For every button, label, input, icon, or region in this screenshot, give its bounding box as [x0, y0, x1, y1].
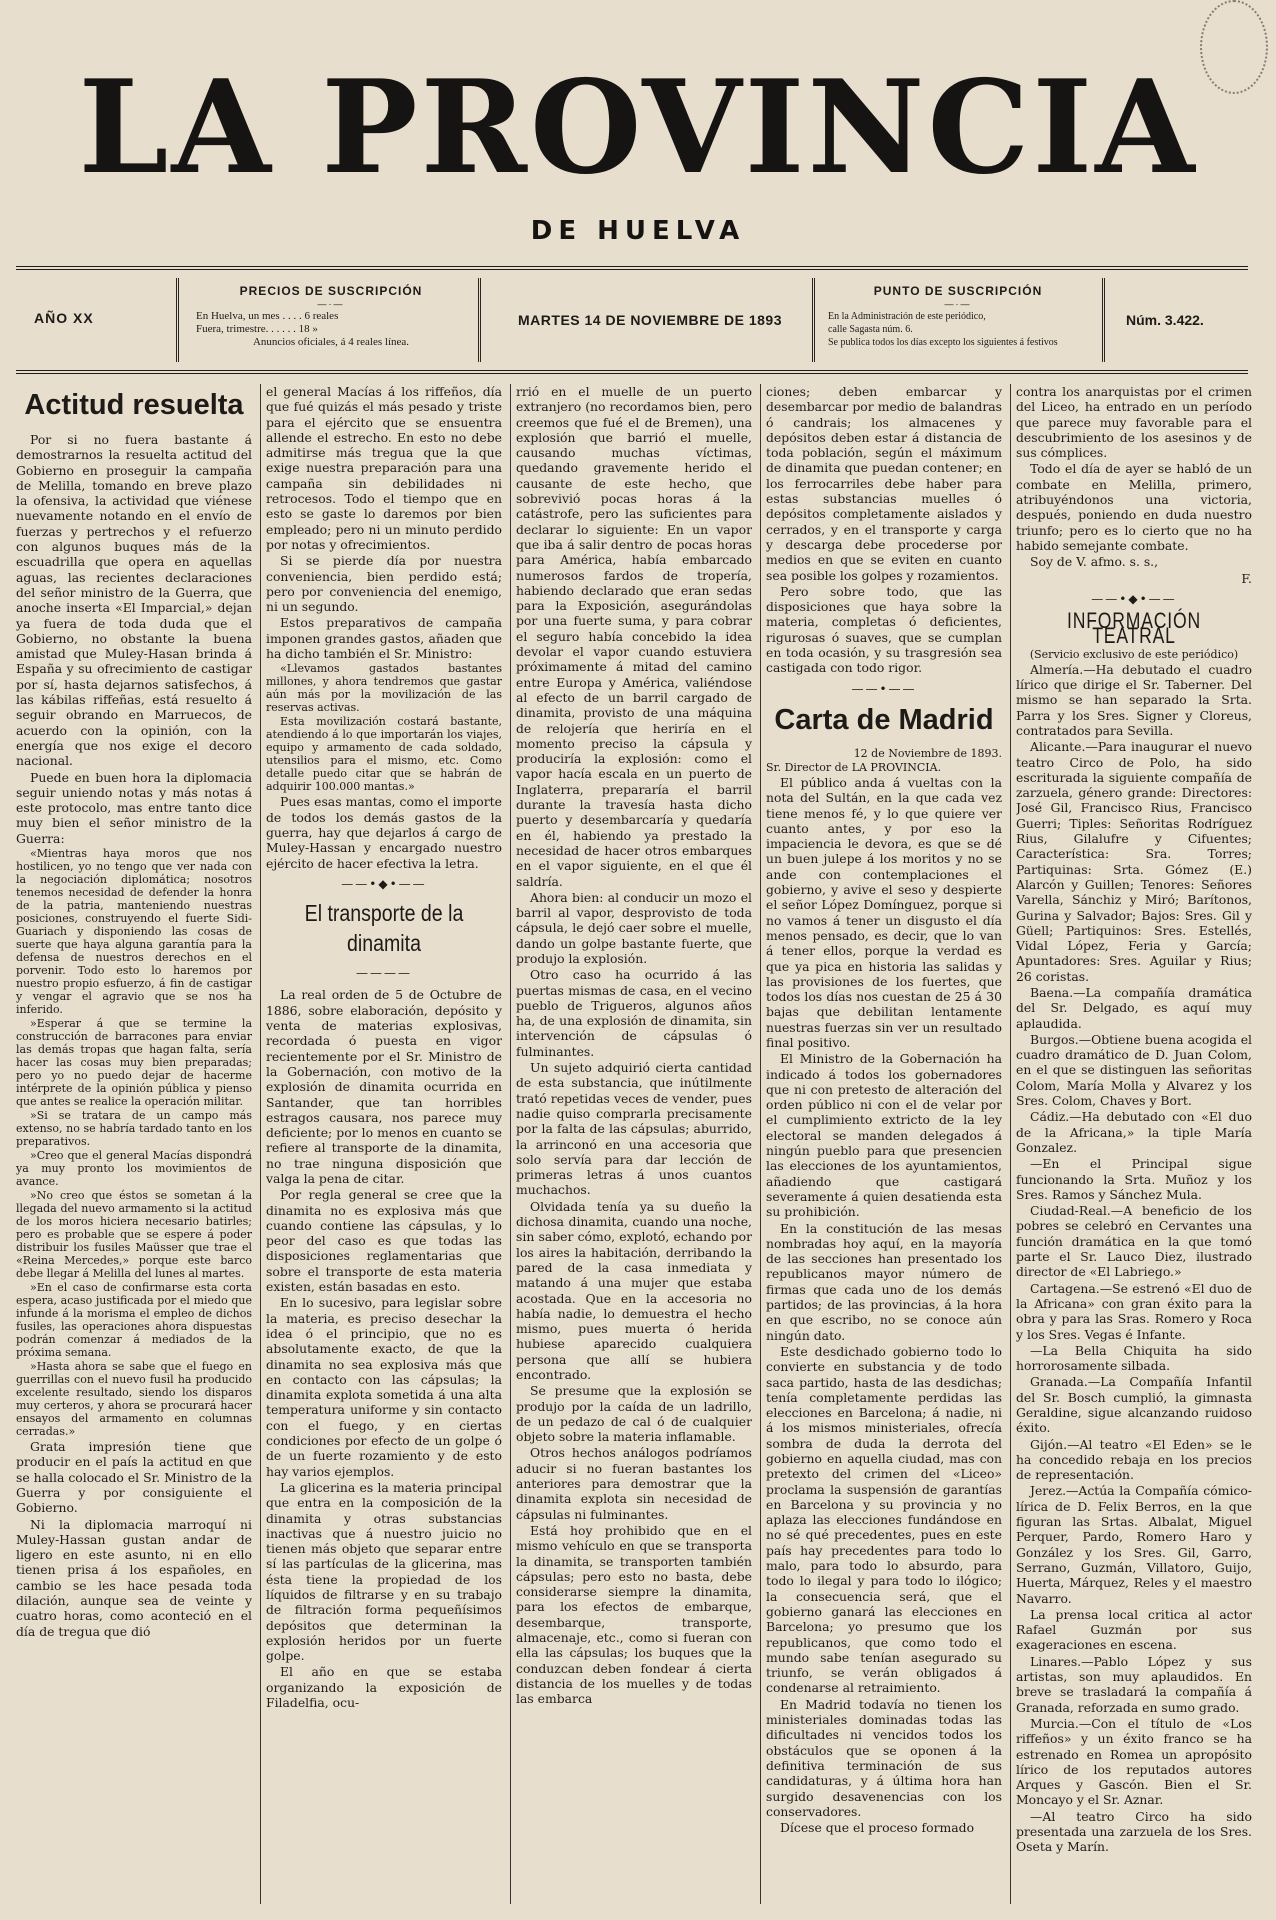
punto-line: En la Administración de este periódico,	[828, 311, 986, 322]
paragraph: Olvidada tenía ya su dueño la dichosa dinamita, cuando una noche, sin saber cómo, explotó, echando por los aires la habitación, derribando la pared de la casa inmediata y matando á una mujer que estaba acostada. Que en la accesoria no había nadie, lo demuestra el hecho mismo, pues muerta ó herida hubiese aparecido cualquiera persona que allí se hubiera encontrado.	[516, 1198, 752, 1382]
paragraph: »Si se tratara de un campo más extenso, no se habría tardado tanto en los preparativos.	[16, 1109, 252, 1149]
paragraph: Esta movilización costará bastante, atendiendo á lo que importarán los viajes, equipo y armamento de cada soldado, utensilios para el mismo, etc. Como detalle puedo citar que se habrán de adquirir 100.000 mantas.»	[266, 715, 502, 794]
paragraph: Linares.—Pablo López y sus artistas, son muy aplaudidos. En breve se trasladará la compañía á Granada, reforzada en sumo grado.	[1016, 1653, 1252, 1715]
info-divider	[1102, 278, 1105, 362]
paragraph: Grata impresión tiene que producir en el país la actitud en que se halla colocado el Sr. Ministro de la Guerra y por consiguiente el Gobierno.	[16, 1439, 252, 1516]
paragraph: La real orden de 5 de Octubre de 1886, sobre elaboración, depósito y venta de materias explosivas, recordada ó puesta en vigor recientemente por el Sr. Ministro de la Gobernación, con motivo de la explosión de dinamita ocurrida en Santander, que tan horribles estragos causara, nos parece muy deficiente; por lo menos en cuanto se refiere al transporte de la dinamita, no trae ninguna disposición que valga la pena de citar.	[266, 987, 502, 1186]
article-heading: INFORMACIÓN TEATRAL	[1067, 608, 1201, 649]
punto-line: Se publica todos los días excepto los siguientes á festivos	[828, 337, 1058, 348]
prices-title: PRECIOS DE SUSCRIPCIÓN	[239, 284, 423, 298]
paragraph: La prensa local critica al actor Rafael Guzmán por sus exageraciones en escena.	[1016, 1606, 1252, 1653]
paragraph: Baena.—La compañía dramática del Sr. Delgado, es aquí muy aplaudida.	[1016, 984, 1252, 1031]
info-divider	[176, 278, 179, 362]
paragraph: Puede en buen hora la diplomacia seguir uniendo notas y más notas á este protocolo, mas entre tanto dice muy bien el señor ministro de la Guerra:	[16, 769, 252, 846]
paragraph: »En el caso de confirmarse esta corta espera, acaso justificada por el miedo que infunde á la morisma el empleo de dichos fusiles, las operaciones ahora dispuestas podrán comenzar á mediados de la próxima semana.	[16, 1281, 252, 1360]
paragraph: contra los anarquistas por el crimen del Liceo, ha entrado en un período que parece muy favorable para el descubrimiento de los asesinos y de sus cómplices.	[1016, 384, 1252, 461]
paragraph: —En el Principal sigue funcionando la Srta. Muñoz y los Sres. Ramos y Sánchez Mula.	[1016, 1156, 1252, 1202]
newspaper-subtitle: DE HUELVA	[530, 216, 746, 246]
paragraph: Cádiz.—Ha debutado con «El duo de la Africana,» la tiple María Gonzalez.	[1016, 1109, 1252, 1155]
paragraph: Granada.—La Compañía Infantil del Sr. Bosch cumplió, la gimnasta Geraldine, sigue alcanzando ruidoso éxito.	[1016, 1374, 1252, 1436]
info-bar	[16, 266, 1248, 374]
article-heading: Carta de Madrid	[774, 703, 994, 736]
paragraph: Estos preparativos de campaña imponen grandes gastos, añaden que ha dicho también el Sr. Ministro:	[266, 615, 502, 662]
paragraph: Se presume que la explosión se produjo por la caída de un ladrillo, de un pedazo de cal ó de cualquier objeto sobre la materia inflamable.	[516, 1383, 752, 1445]
paragraph: En la constitución de las mesas nombradas hoy aquí, en la mayoría de las secciones han presentado los republicanos mayor número de firmas que cada uno de los demás partidos; de las provincias, á la hora en que escribo, no se conoce aún ningún dato.	[766, 1220, 1002, 1343]
column-rule	[1010, 384, 1011, 1904]
paragraph: Almería.—Ha debutado el cuadro lírico que dirige el Sr. Taberner. Del mismo se han separado la Srta. Parra y los Sres. Signer y Cloreus, contratados para Sevilla.	[1016, 661, 1252, 738]
ornament-divider: ————	[356, 966, 412, 981]
paragraph: El Ministro de la Gobernación ha indicado á todos los gobernadores que ni con pretesto de alteración del orden público ni con el de velar por el cumplimiento extricto de la ley electoral se manden delegados á ningún pueblo para que presencien las elecciones de los ayuntamientos, añadiendo que castigará severamente á quien desatienda esta su prohibición.	[766, 1051, 1002, 1220]
prices-line: En Huelva, un mes . . . . 6 reales	[196, 310, 339, 322]
subscription-point	[828, 278, 1088, 362]
paragraph: Si se pierde día por nuestra conveniencia, bien perdido está; pero por conveniencia del enemigo, ni un segundo.	[266, 553, 502, 615]
dateline: 12 de Noviembre de 1893.	[853, 746, 1002, 760]
paragraph: Pues esas mantas, como el importe de todos los demás gastos de la guerra, hay que dejarlos á cargo de Muley-Hassan y encargado nuestro ejército de hacer efectiva la letra.	[266, 794, 502, 871]
paragraph: Otros hechos análogos podríamos aducir si no fueran bastantes los anteriores para demostrar que la dinamita explota sin necesidad de cápsulas ni fulminantes.	[516, 1445, 752, 1522]
article-heading: El transporte de la dinamita	[304, 900, 464, 957]
salutation: Sr. Director de LA PROVINCIA.	[766, 760, 942, 774]
ornament-divider: ——•◆•——	[1091, 591, 1177, 606]
paragraph: Por si no fuera bastante á demostrarnos la resuelta actitud del Gobierno en proseguir la campaña de Melilla, tomando en breve plazo la ofensiva, la actividad que viénese nuevamente notando en el envío de fuerzas y pertrechos y el refuerzo con algunos buques más de la escuadrilla que opera en aquellas aguas, las recientes declaraciones del señor ministro de la Guerra, que anoche inserta «El Imparcial,» dejan ya fuera de toda duda que el Gobierno, no obstante la buena amistad que Muley-Hasan brinda á España y su ofrecimiento de castigar por sí, hasta dejarnos satisfechos, á las kábilas riffeñas, está resuelto á seguir obrando en Marruecos, de acuerdo con la opinión, con la energía que nos exige el decoro nacional.	[16, 432, 252, 769]
paragraph: Burgos.—Obtiene buena acogida el cuadro dramático de D. Juan Colom, en el que se distinguen las señoritas Colom, María Molla y Alvarez y los Sres. Colom, Chaves y Bort.	[1016, 1031, 1252, 1109]
paragraph: Alicante.—Para inaugurar el nuevo teatro Circo de Polo, ha sido escriturada la siguiente compañía de zarzuela, género grande: Directores: José Gil, Francisco Rius, Francisco Guerri; Tiples: Señoritas Rodríguez Rius, Gilalufre y Cifuentes; Característica: Sra. Torres; Partiquinas: Srta. Gómez (E.) Alarcón y Guillen; Tenores: Señores Varella, Sánchiz y Miró; Barítonos, Gurina y Salvador; Bajos: Sres. Gil y Güell; Partiquinos: Sres. Estellés, Vidal López, Feria y García; Apuntadores: Sres. Aguilar y Rius; 26 coristas.	[1016, 739, 1252, 984]
signature: F.	[1241, 570, 1252, 586]
paragraph: Soy de V. afmo. s. s.,	[1030, 554, 1159, 570]
paragraph: La glicerina es la materia principal que entra en la composición de la dinamita y otras substancias inactivas que á nuestro juicio no tienen más objeto que separar entre sí las partículas de la glicerina, mas ésta tiene la propiedad de los líquidos de filtrarse y en su trabajo de filtración forma pequeñísimos depósitos que determinan la explosión heridos por un fuerte golpe.	[266, 1479, 502, 1664]
paragraph: »Esperar á que se termine la construcción de barracones para enviar las demás tropas que hagan falta, sería hacer las cosas muy bien preparadas; pero yo no puedo dejar de hacerme intérprete de la opinión pública y pienso que antes se realice la operación militar.	[16, 1017, 252, 1109]
subscription-prices	[196, 278, 466, 362]
paragraph: Este desdichado gobierno todo lo convierte en substancia y de todo saca partido, hasta de las desdichas; tenía completamente perdidas las elecciones en Barcelona; á nadie, ni á los mismos ministeriales, ofrecía sombra de duda la derrota del gobierno en aquella ciudad, mas con pretexto del crimen del «Liceo» proclama la suspensión de garantías en Barcelona y su provincia y no aplaza las elecciones fundándose en no sé qué precedentes, pues en este país hay precedentes para todo lo malo, para todo lo absurdo, para todo lo ilegal y para todo lo ilógico; la consecuencia será, que el gobierno ganará las elecciones en Barcelona; yo presumo que los republicanos, que como todo el mundo sabe tenían asegurado su triunfo, se verán obligados á condenarse al retraimiento.	[766, 1343, 1002, 1696]
paragraph: Otro caso ha ocurrido á las puertas mismas de casa, en el vecino pueblo de Trigueros, algunos años ha, de una explosión de dinamita, sin intervención de cápsulas ó fulminantes.	[516, 967, 752, 1059]
issue-year: AÑO XX	[34, 310, 94, 326]
prices-line: Fuera, trimestre. . . . . . 18 »	[196, 323, 318, 335]
issue-number: Núm. 3.422.	[1126, 312, 1204, 328]
paragraph: »No creo que éstos se sometan á la llegada del nuevo armamento si la actitud de los moros hiciera necesario batirles; pero es probable que se espere á poder distribuir los fusiles Maüsser que trae el «Reina Mercedes,» porque este barco debe llegar á Melilla del lunes al martes.	[16, 1189, 252, 1281]
paragraph: Jerez.—Actúa la Compañía cómico-lírica de D. Felix Berros, en la que figuran las Srtas. Albalat, Miguel Perquer, Pardo, Romero Haro y González y los Sres. Gil, Garro, Serrano, Guzmán, Villatoro, Guijo, Huerta, Márquez, Reles y el maestro Navarro.	[1016, 1483, 1252, 1606]
column-3	[516, 384, 752, 1904]
column-5	[1016, 384, 1252, 1904]
paragraph: rrió en el muelle de un puerto extranjero (no recordamos bien, pero creemos que fué el de Bremen), una explosión que barrió el muelle, causando muchas víctimas, quedando gravemente herido el causante de este hecho, que sobrevivió pocas horas á la catástrofe, pero las suficientes para declarar lo siguiente: En un vapor que iba á salir dentro de pocas horas para América, había embarcado numerosos fardos de tropería, habiendo declarado que eran sedas para la Exposición, asegurándolas por una fuerte suma, y para cobrar el seguro había concebido la idea devolar el vapor cuando estuviera próximamente á mitad del camino entre Europa y América, valiéndose al efecto de un barril cargado de dinamita, provisto de una máquina de relojería que heriría en el momento preciso la cápsula y produciría la explosión: como el vapor hacía escala en un puerto de Inglaterra, prepararía el barril durante la travesía hasta dicho puerto y desembarcaría y quedaría en él, habiendo ya prestado la necesidad de hacer otros embarques en el vapor siguiente, en el que él saldría.	[516, 384, 752, 889]
paragraph: Todo el día de ayer se habló de un combate en Melilla, primero, atribuyéndonos una victoria, después, poniendo en duda nuestro triunfo; pero es lo cierto que no ha habido semejante combate.	[1016, 461, 1252, 553]
paragraph: «Llevamos gastados bastantes millones, y ahora tendremos que gastar aún más por la movilización de las reservas activas.	[266, 662, 502, 715]
paragraph: El público anda á vueltas con la nota del Sultán, en la que cada vez tiene menos fé, y lo que quiere ver cuanto antes, y por eso la impaciencia le devora, es que se dé un buen julepe á los moritos y no se ande con contemplaciones el gobierno, y avive el seso y despierte el señor López Domínguez, porque si no vamos á tener un disgusto el día menos pensado, es decir, que lo van á tener ellos, porque la verdad es que ya pica en historia las salidas y las provisiones de los fuertes, que todos los días nos cuestan de 25 á 30 bajas que debilitan lentamente nuestras fuerzas sin ver un resultado final positivo.	[766, 774, 1002, 1050]
column-rule	[260, 384, 261, 1904]
paragraph: ciones; deben embarcar y desembarcar por medio de balandras ó candrais; los almacenes y depósitos deben estar á distancia de toda población, según el máximum de dinamita que puedan contener; en los ferrocarriles debe haber para estas substancias muelles ó depósitos completamente aislados y cerrados, y en el transporte y carga y descarga debe procederse por medios en que se eviten en cuanto sea posible los golpes y rozamientos.	[766, 384, 1002, 583]
ornament: —·—	[317, 299, 345, 309]
paragraph: En lo sucesivo, para legislar sobre la materia, es preciso desechar la idea ó el principio, que no es absolutamente exacto, de que la dinamita no sea explosiva más que en contacto con las cápsulas; la dinamita explota sometida á una alta temperatura uniforme y sin contacto con el fuego, y en ciertas condiciones por efecto de un golpe ó de un fuerte rozamiento y de esto hay varios ejemplos.	[266, 1295, 502, 1479]
paragraph: »Creo que el general Macías dispondrá ya muy pronto los movimientos de avance.	[16, 1149, 252, 1189]
paragraph: «Mientras haya moros que nos hostilicen, yo no tengo que ver nada con la negociación diplomática; nosotros tenemos necesidad de defender la honra de la patria, manteniendo nuestras posiciones, construyendo el fuerte Sidi-Guariach y disponiendo las cosas de suerte que haya alguna garantía para la defensa de nuestros derechos en el porvenir. Todo esto lo haremos por nuestro propio esfuerzo, á fin de castigar y vengar el agravio que se nos ha inferido.	[16, 847, 252, 1017]
punto-title: PUNTO DE SUSCRIPCIÓN	[873, 284, 1043, 298]
ornament: —·—	[944, 299, 972, 309]
column-2	[266, 384, 502, 1904]
column-1	[16, 384, 252, 1904]
column-rule	[510, 384, 511, 1904]
ornament-divider: ——•——	[851, 681, 917, 696]
paragraph: Por regla general se cree que la dinamita no es explosiva más que cuando contiene las cápsulas, y lo peor del caso es que todas las disposiciones reglamentarias que sobre el transporte de esta materia existen, están basadas en esto.	[266, 1187, 502, 1295]
paragraph: —Al teatro Circo ha sido presentada una zarzuela de los Sres. Oseta y Marín.	[1016, 1808, 1252, 1855]
paragraph: el general Macías á los riffeños, día que fué quizás el más pesado y triste para el ejército que se ensuentra allende el estrecho. En esto no debe admitirse más tregua que la que exige nuestra preparación para una campaña sin debilidades ni retrocesos. Todo el tiempo que en esto se gaste lo daremos por bien empleado; pero ni un minuto perdido por notas y ofrecimientos.	[266, 384, 502, 552]
paragraph: Murcia.—Con el título de «Los riffeños» y un éxito franco se ha estrenado en Romea un apropósito lírico de los reputados autores Arques y Gascón. Bien el Sr. Moncayo y el Sr. Aznar.	[1016, 1715, 1252, 1808]
newspaper-title: LA PROVINCIA	[78, 53, 1198, 203]
paragraph: —La Bella Chiquita ha sido horrorosamente silbada.	[1016, 1342, 1252, 1374]
paragraph: Pero sobre todo, que las disposiciones que haya sobre la materia, completas ó deficientes, rigurosas ó suaves, que se cumplan en toda ocasión, y su trasgresión sea castigada con todo rigor.	[766, 583, 1002, 676]
paragraph: El año en que se estaba organizando la exposición de Filadelfia, ocu-	[266, 1664, 502, 1711]
paragraph: Un sujeto adquirió cierta cantidad de esta substancia, que inútilmente trató repetidas veces de vender, pues nadie quiso comprarla precisamente por la falta de las cápsulas; aburrido, la arrinconó en una accesoria que solo servía para dar lección de primeras letras á unos cuantos muchachos.	[516, 1060, 752, 1198]
article-heading: Actitud resuelta	[24, 389, 244, 421]
info-divider	[812, 278, 815, 362]
paragraph: Ciudad-Real.—A beneficio de los pobres se celebró en Cervantes una función dramática en la que tomó parte el Sr. Lauco Diez, ilustrado director de «El Labriego.»	[1016, 1203, 1252, 1280]
paragraph: Gijón.—Al teatro «El Eden» se le ha concedido rebaja en los precios de representación.	[1016, 1436, 1252, 1483]
paragraph: Ni la diplomacia marroquí ni Muley-Hassan gustan andar de ligero en este asunto, ni en ello tienen prisa á los españoles, en cambio se les hace pesada toda dilación, aunque sea de veinte y cuatro horas, como aconteció en el día de tregua que dió	[16, 1516, 252, 1639]
paragraph: »Hasta ahora se sabe que el fuego en guerrillas con el nuevo fusil ha producido excelente resultado, siendo los disparos muy certeros, y ahora se procurará hacer ensayos del armamento en columnas cerradas.»	[16, 1360, 252, 1439]
info-divider	[478, 278, 481, 362]
column-rule	[760, 384, 761, 1904]
ornament-divider: ——•◆•——	[341, 876, 427, 891]
issue-date: MARTES 14 DE NOVIEMBRE DE 1893	[518, 312, 782, 328]
paragraph: Está hoy prohibido que en el mismo vehículo en que se transporta la dinamita, se transporten también cápsulas; pero esto no basta, debe considerarse siempre la dinamita, para los efectos de embarque, desembarque, transporte, almacenaje, etc., como si fueran con ella las cápsulas; los buques que la conduzcan deben fondear á cierta distancia de los muelles y de todas las embarca	[516, 1522, 752, 1707]
punto-line: calle Sagasta núm. 6.	[828, 324, 913, 335]
prices-line: Anuncios oficiales, á 4 reales línea.	[252, 336, 410, 348]
masthead	[0, 53, 1276, 246]
paragraph: Cartagena.—Se estrenó «El duo de la Africana» con gran éxito para la obra y para las Sras. Romero y Roca y los Sres. Vegas é Infante.	[1016, 1280, 1252, 1342]
subheading: (Servicio exclusivo de este periódico)	[1029, 647, 1239, 661]
paragraph: Ahora bien: al conducir un mozo el barril al vapor, desprovisto de toda cápsula, le dejó caer sobre el muelle, dando un golpe bastante fuerte, que produjo la explosión.	[516, 889, 752, 966]
column-4	[766, 384, 1002, 1904]
paragraph: En Madrid todavía no tienen los ministeriales dominadas todas las dificultades ni vencidos todos los obstáculos que se oponen á la definitiva terminación de sus candidaturas, y á última hora han surgido desavenencias con los conservadores.	[766, 1696, 1002, 1819]
paragraph: Dícese que el proceso formado	[780, 1820, 975, 1836]
